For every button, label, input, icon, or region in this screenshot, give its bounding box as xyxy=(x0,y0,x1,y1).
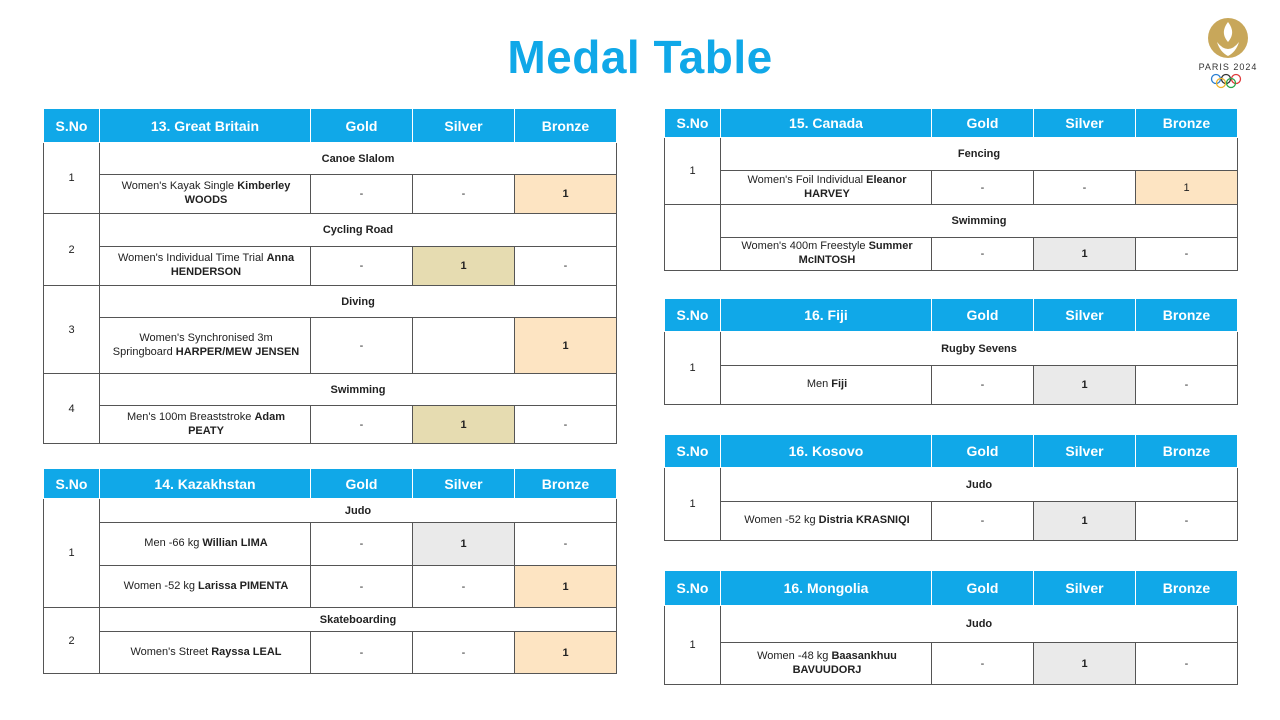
header-bronze: Bronze xyxy=(1136,435,1238,468)
event-name: Women -48 kg xyxy=(757,649,832,662)
row-sno: 1 xyxy=(665,606,721,685)
row-sno: 2 xyxy=(44,608,100,674)
bronze-count: 1 xyxy=(515,632,617,674)
header-sno: S.No xyxy=(44,469,100,499)
row-sno: 4 xyxy=(44,374,100,444)
header-sno: S.No xyxy=(44,109,100,143)
table-row xyxy=(665,171,1238,205)
table-row xyxy=(665,502,1238,541)
sport-name: Judo xyxy=(721,468,1238,502)
event-name: Women's 400m Freestyle xyxy=(741,240,869,253)
medal-table-kosovo xyxy=(664,434,1238,541)
bronze-count: 1 xyxy=(1136,171,1238,205)
event-cell xyxy=(100,175,311,214)
header-bronze: Bronze xyxy=(1136,299,1238,332)
gold-count: - xyxy=(311,632,413,674)
event-name: Women's Kayak Single xyxy=(121,180,238,193)
bronze-count: - xyxy=(515,523,617,566)
silver-count xyxy=(413,318,515,374)
row-sno: 1 xyxy=(44,143,100,214)
gold-count: - xyxy=(311,175,413,214)
event-cell xyxy=(721,643,932,685)
table-row xyxy=(44,175,617,214)
header-country: 16. Fiji xyxy=(721,299,932,332)
athlete-name: Fiji xyxy=(831,378,848,391)
bronze-count: - xyxy=(1136,238,1238,271)
sport-name: Canoe Slalom xyxy=(100,143,617,175)
header-country: 16. Mongolia xyxy=(721,571,932,606)
event-cell xyxy=(721,238,932,271)
table-row xyxy=(665,366,1238,405)
bronze-count: 1 xyxy=(515,175,617,214)
header-bronze: Bronze xyxy=(1136,571,1238,606)
event-name: Women -52 kg xyxy=(123,579,199,592)
table-row xyxy=(44,318,617,374)
athlete-name: HARPER/MEW JENSEN xyxy=(175,345,300,358)
sport-name: Cycling Road xyxy=(100,214,617,247)
row-sno: 1 xyxy=(665,332,721,405)
logo-text: PARIS 2024 xyxy=(1198,62,1258,72)
table-row xyxy=(44,247,617,286)
event-cell xyxy=(100,247,311,286)
event-name: Women's Synchronised 3m Springboard xyxy=(112,331,273,358)
header-country: 15. Canada xyxy=(721,109,932,138)
sport-name: Fencing xyxy=(721,138,1238,171)
row-sno: 3 xyxy=(44,286,100,374)
silver-count: 1 xyxy=(1034,643,1136,685)
event-cell xyxy=(100,318,311,374)
athlete-name: Anna HENDERSON xyxy=(170,252,295,278)
gold-count: - xyxy=(311,318,413,374)
medal-table-canada xyxy=(664,108,1238,271)
gold-count: - xyxy=(311,566,413,608)
header-gold: Gold xyxy=(311,469,413,499)
event-name: Men -66 kg xyxy=(144,537,203,550)
sport-name: Swimming xyxy=(100,374,617,406)
header-sno: S.No xyxy=(665,571,721,606)
gold-count: - xyxy=(932,238,1034,271)
table-row xyxy=(44,632,617,674)
bronze-count: - xyxy=(1136,366,1238,405)
olympic-rings-icon xyxy=(1212,75,1241,88)
bronze-count: - xyxy=(515,406,617,444)
athlete-name: Rayssa LEAL xyxy=(211,645,282,658)
bronze-count: - xyxy=(1136,502,1238,541)
event-cell xyxy=(100,523,311,566)
medal-table-kazakhstan xyxy=(43,468,617,674)
bronze-count: 1 xyxy=(515,566,617,608)
bronze-count: - xyxy=(515,247,617,286)
athlete-name: Baasankhuu BAVUUDORJ xyxy=(792,649,897,676)
header-gold: Gold xyxy=(932,571,1034,606)
paris-2024-flame-logo-icon xyxy=(1192,16,1264,92)
bronze-count: 1 xyxy=(515,318,617,374)
sport-name: Judo xyxy=(721,606,1238,643)
header-silver: Silver xyxy=(1034,109,1136,138)
header-sno: S.No xyxy=(665,109,721,138)
bronze-count: - xyxy=(1136,643,1238,685)
event-name: Women's Street xyxy=(130,645,212,658)
event-name: Women's Foil Individual xyxy=(747,173,867,186)
header-silver: Silver xyxy=(413,469,515,499)
header-country: 13. Great Britain xyxy=(100,109,311,143)
header-sno: S.No xyxy=(665,435,721,468)
table-row xyxy=(665,238,1238,271)
event-cell xyxy=(721,502,932,541)
header-country: 14. Kazakhstan xyxy=(100,469,311,499)
table-row xyxy=(44,566,617,608)
row-sno: 1 xyxy=(44,499,100,608)
medal-table-fiji xyxy=(664,298,1238,405)
table-row xyxy=(665,643,1238,685)
event-name: Women's Individual Time Trial xyxy=(117,252,267,265)
header-silver: Silver xyxy=(1034,435,1136,468)
silver-count: 1 xyxy=(1034,238,1136,271)
silver-count: - xyxy=(413,175,515,214)
gold-count: - xyxy=(932,643,1034,685)
event-name: Men's 100m Breaststroke xyxy=(127,410,255,423)
medal-table-mongolia xyxy=(664,570,1238,685)
silver-count: - xyxy=(413,566,515,608)
event-cell xyxy=(100,406,311,444)
header-country: 16. Kosovo xyxy=(721,435,932,468)
sport-name: Rugby Sevens xyxy=(721,332,1238,366)
sport-name: Swimming xyxy=(721,205,1238,238)
header-silver: Silver xyxy=(1034,571,1136,606)
gold-count: - xyxy=(932,502,1034,541)
header-silver: Silver xyxy=(1034,299,1136,332)
table-row xyxy=(44,406,617,444)
header-bronze: Bronze xyxy=(515,469,617,499)
row-sno: 1 xyxy=(665,138,721,205)
event-cell xyxy=(721,366,932,405)
header-gold: Gold xyxy=(932,435,1034,468)
event-cell xyxy=(721,171,932,205)
event-name: Men xyxy=(806,378,832,391)
event-cell xyxy=(100,632,311,674)
gold-count: - xyxy=(311,247,413,286)
paris-2024-logo xyxy=(1192,16,1264,92)
athlete-name: Distria KRASNIQI xyxy=(818,514,910,527)
gold-count: - xyxy=(932,366,1034,405)
athlete-name: Summer McINTOSH xyxy=(798,240,913,266)
athlete-name: Willian LIMA xyxy=(202,537,268,550)
athlete-name: Kimberley WOODS xyxy=(184,180,291,206)
medal-table-great-britain xyxy=(43,108,617,444)
header-sno: S.No xyxy=(665,299,721,332)
event-cell xyxy=(100,566,311,608)
row-sno xyxy=(665,205,721,271)
header-gold: Gold xyxy=(932,109,1034,138)
header-gold: Gold xyxy=(932,299,1034,332)
gold-count: - xyxy=(311,523,413,566)
silver-count: 1 xyxy=(413,406,515,444)
silver-count: 1 xyxy=(413,523,515,566)
silver-count: - xyxy=(1034,171,1136,205)
silver-count: - xyxy=(413,632,515,674)
silver-count: 1 xyxy=(1034,366,1136,405)
sport-name: Diving xyxy=(100,286,617,318)
gold-count: - xyxy=(932,171,1034,205)
row-sno: 2 xyxy=(44,214,100,286)
silver-count: 1 xyxy=(413,247,515,286)
athlete-name: Adam PEATY xyxy=(188,410,285,437)
athlete-name: Eleanor HARVEY xyxy=(804,173,907,200)
gold-count: - xyxy=(311,406,413,444)
header-gold: Gold xyxy=(311,109,413,143)
sport-name: Judo xyxy=(100,499,617,523)
athlete-name: Larissa PIMENTA xyxy=(198,579,289,592)
sport-name: Skateboarding xyxy=(100,608,617,632)
silver-count: 1 xyxy=(1034,502,1136,541)
header-bronze: Bronze xyxy=(515,109,617,143)
row-sno: 1 xyxy=(665,468,721,541)
event-name: Women -52 kg xyxy=(744,514,819,527)
header-silver: Silver xyxy=(413,109,515,143)
header-bronze: Bronze xyxy=(1136,109,1238,138)
table-row xyxy=(44,523,617,566)
page-title: Medal Table xyxy=(507,31,773,83)
